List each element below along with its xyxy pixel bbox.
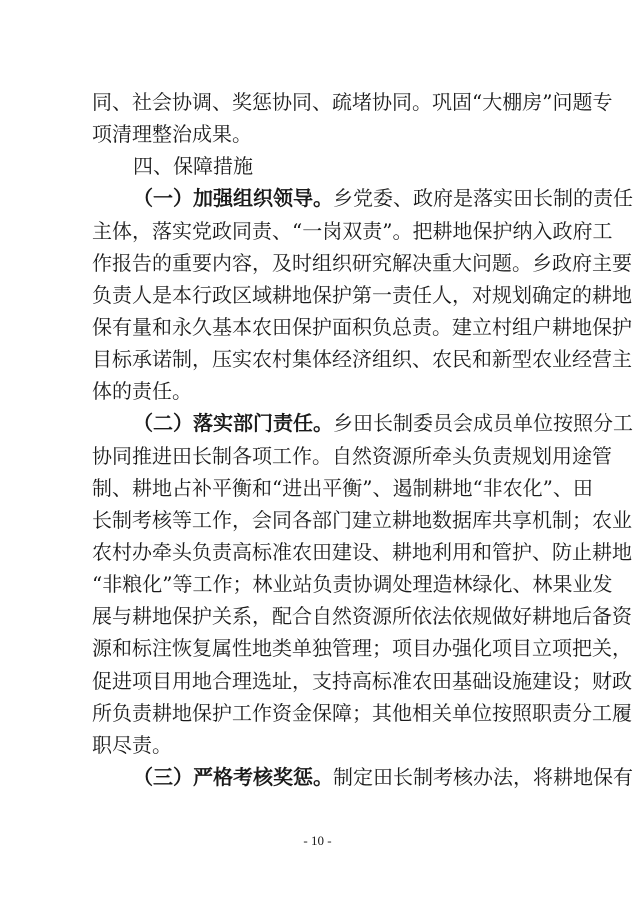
line-text: 目标承诺制，压实农村集体经济组织、农民和新型农业经营主 xyxy=(92,347,632,372)
text-line xyxy=(92,729,544,761)
text-line xyxy=(92,118,544,150)
line-text: “非粮化”等工作；林业站负责协调处理造林绿化、林果业发 xyxy=(92,572,613,597)
text-line xyxy=(92,568,613,600)
line-text: 体的责任。 xyxy=(92,379,192,404)
text-line xyxy=(92,215,613,247)
text-line xyxy=(92,407,633,439)
line-text: 作报告的重要内容，及时组织研究解决重大问题。乡政府主要 xyxy=(92,250,632,275)
line-text: 源和标注恢复属性地类单独管理；项目办强化项目立项把关， xyxy=(92,636,632,661)
line-text: 制定田长制考核办法，将耕地保有 xyxy=(333,764,633,789)
text-line xyxy=(92,600,632,632)
line-text: 展与耕地保护关系，配合自然资源所依法依规做好耕地后备资 xyxy=(92,604,632,629)
text-line xyxy=(92,504,632,536)
text-line xyxy=(92,279,632,311)
line-text: 乡田长制委员会成员单位按照分工 xyxy=(333,411,633,436)
text-line xyxy=(92,665,632,697)
text-line xyxy=(92,182,633,214)
line-text: 项清理整治成果。 xyxy=(92,122,252,147)
page-number: - 10 - xyxy=(303,833,332,848)
text-line xyxy=(92,697,632,729)
line-text: 主体，落实党政同责、“一岗双责”。把耕地保护纳入政府工 xyxy=(92,218,613,243)
line-text: 乡党委、政府是落实田长制的责任 xyxy=(333,186,633,211)
text-line xyxy=(92,536,632,568)
section-heading xyxy=(92,150,544,182)
line-text: 四、保障措施 xyxy=(133,154,253,179)
text-line xyxy=(92,311,632,343)
text-line xyxy=(92,247,632,279)
text-line xyxy=(92,440,612,472)
line-text: 协同推进田长制各项工作。自然资源所牵头负责规划用途管 xyxy=(92,443,612,468)
line-text: 农村办牵头负责高标准农田建设、耕地利用和管护、防止耕地 xyxy=(92,539,632,564)
text-line xyxy=(92,375,544,407)
line-text: 保有量和永久基本农田保护面积负总责。建立村组户耕地保护 xyxy=(92,314,632,339)
line-text: 负责人是本行政区域耕地保护第一责任人，对规划确定的耕地 xyxy=(92,282,632,307)
text-line xyxy=(92,761,633,793)
line-text: 职尽责。 xyxy=(92,732,172,757)
line-text: 制、耕地占补平衡和“进出平衡”、遏制耕地“非农化”、田 xyxy=(92,475,593,500)
text-line xyxy=(92,343,632,375)
text-line xyxy=(92,472,593,504)
document-body xyxy=(92,86,633,793)
text-line xyxy=(92,86,613,118)
text-line xyxy=(92,632,632,664)
line-text: 长制考核等工作，会同各部门建立耕地数据库共享机制；农业 xyxy=(92,507,632,532)
line-text: 所负责耕地保护工作资金保障；其他相关单位按照职责分工履 xyxy=(92,700,632,725)
line-text: 促进项目用地合理选址，支持高标准农田基础设施建设；财政 xyxy=(92,668,632,693)
subsection-title: （一）加强组织领导。 xyxy=(133,186,333,211)
subsection-title: （二）落实部门责任。 xyxy=(133,411,333,436)
line-text: 同、社会协调、奖惩协同、疏堵协同。巩固“大棚房”问题专 xyxy=(92,90,613,114)
subsection-title: （三）严格考核奖惩。 xyxy=(133,764,333,789)
